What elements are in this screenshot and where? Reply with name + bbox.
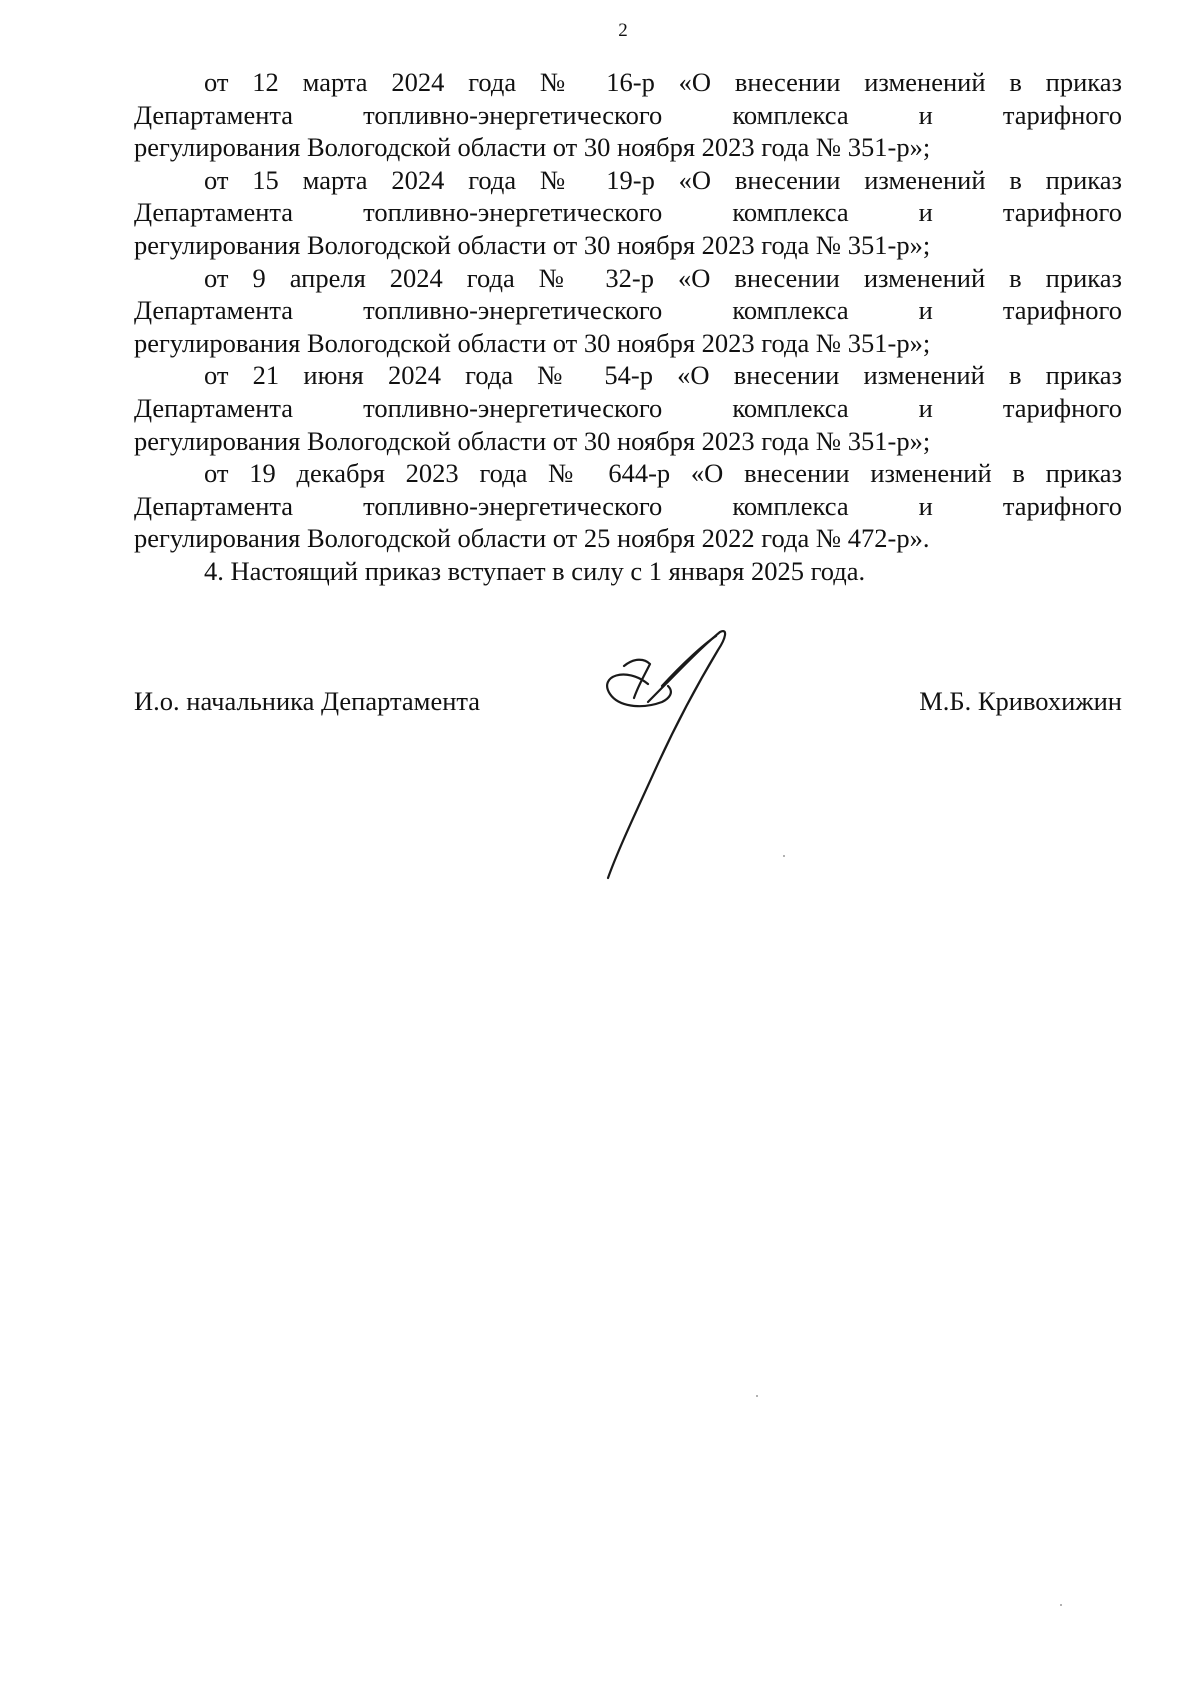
paragraph-line: Департамента топливно-энергетического комплекса и тарифного <box>134 392 1122 423</box>
amendment-paragraph-5 <box>134 457 1122 555</box>
paragraph-line: регулирования Вологодской области от 30 ноября 2023 года № 351-р»; <box>134 425 931 456</box>
amendment-paragraph-1 <box>134 66 1122 164</box>
amendment-paragraph-3 <box>134 262 1122 360</box>
paragraph-line: регулирования Вологодской области от 25 ноября 2022 года № 472-р». <box>134 523 930 554</box>
amendment-paragraph-2 <box>134 164 1122 262</box>
paragraph-line: регулирования Вологодской области от 30 ноября 2023 года № 351-р»; <box>134 229 931 260</box>
signatory-position: И.о. начальника Департамента <box>134 686 481 716</box>
paragraph-line: Департамента топливно-энергетического комплекса и тарифного <box>134 99 1122 130</box>
paragraph-line: от 21 июня 2024 года № 54-р «О внесении изменений в приказ <box>204 360 1122 391</box>
paragraph-line: Департамента топливно-энергетического комплекса и тарифного <box>134 490 1122 521</box>
paragraph-line: от 12 марта 2024 года № 16-р «О внесении изменений в приказ <box>204 67 1122 97</box>
page-number: 2 <box>618 20 628 41</box>
effective-date-clause: 4. Настоящий приказ вступает в силу с 1 января 2025 года. <box>204 555 866 586</box>
paragraph-line: от 19 декабря 2023 года № 644-р «О внесении изменений в приказ <box>204 458 1122 489</box>
paragraph-line: от 9 апреля 2024 года № 32-р «О внесении изменений в приказ <box>204 262 1122 293</box>
paragraph-line: Департамента топливно-энергетического комплекса и тарифного <box>134 197 1122 228</box>
paragraph-line: Департамента топливно-энергетического комплекса и тарифного <box>134 295 1122 326</box>
amendment-paragraph-4 <box>134 359 1122 457</box>
signatory-name: М.Б. Кривохижин <box>919 686 1122 716</box>
paragraph-line: регулирования Вологодской области от 30 ноября 2023 года № 351-р»; <box>134 327 931 358</box>
scan-speck <box>756 1395 758 1397</box>
scan-speck <box>1060 1604 1062 1606</box>
handwritten-signature <box>590 628 790 888</box>
document-body <box>134 66 1122 588</box>
paragraph-line: от 15 марта 2024 года № 19-р «О внесении изменений в приказ <box>204 164 1122 195</box>
scan-speck <box>783 855 785 857</box>
paragraph-line: регулирования Вологодской области от 30 ноября 2023 года № 351-р»; <box>134 132 931 163</box>
